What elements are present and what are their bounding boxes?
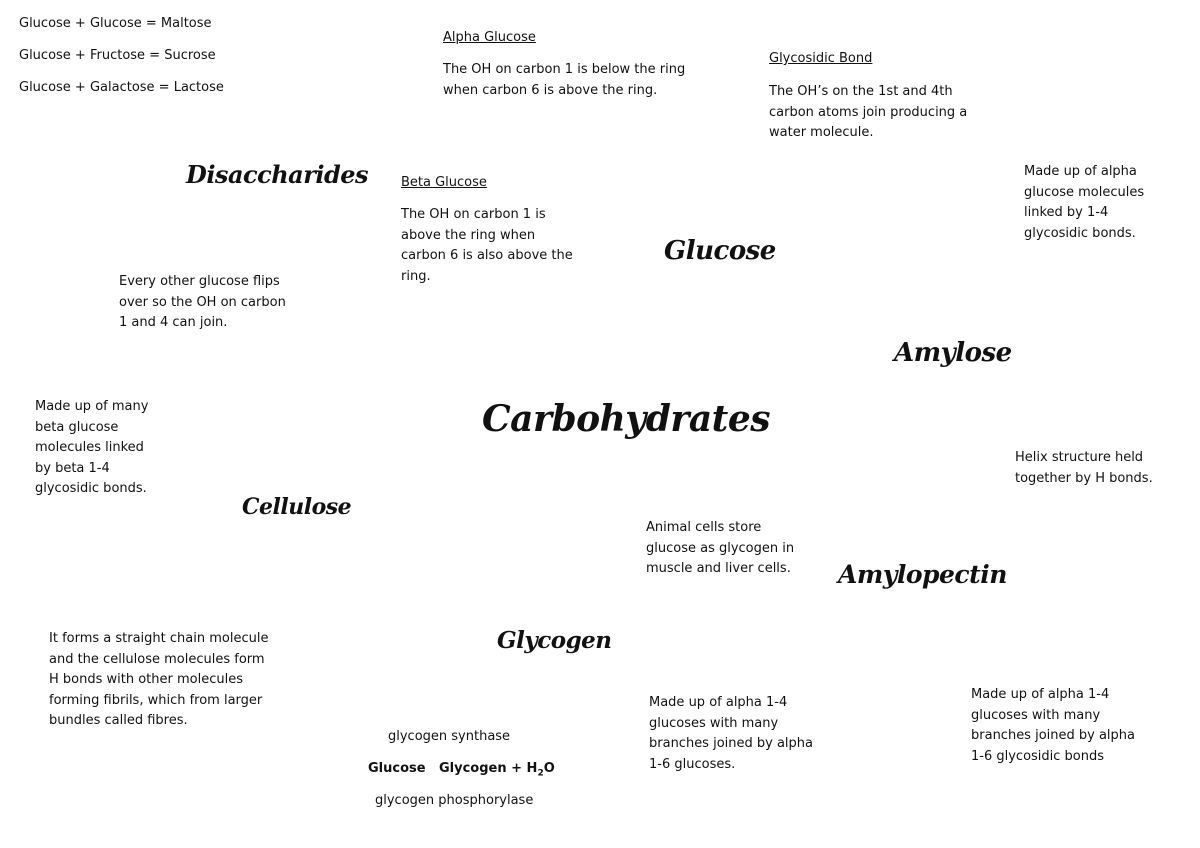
beta-glucose-line: ring.	[401, 268, 431, 284]
amylopectin-line: Made up of alpha 1-4	[971, 687, 1110, 702]
heading-carbohydrates: Carbohydrates	[482, 398, 770, 440]
cellulose-structure-line: It forms a straight chain molecule	[49, 631, 269, 646]
glycogen-desc-line: Made up of alpha 1-4	[649, 695, 788, 710]
amylopectin-description	[971, 685, 1135, 767]
reaction-subscript: 2	[537, 768, 544, 779]
heading-amylose: Amylose	[894, 338, 1012, 368]
amylopectin-line: 1-6 glycosidic bonds	[971, 748, 1105, 764]
cellulose-line: molecules linked	[35, 440, 144, 455]
glycogen-description	[649, 693, 813, 775]
cellulose-line: by beta 1-4	[35, 460, 110, 476]
alpha-glucose-title: Alpha Glucose	[443, 30, 536, 45]
glycosidic-bond-text	[769, 82, 967, 144]
cellulose-structure-line: bundles called fibres.	[49, 713, 188, 728]
heading-glucose: Glucose	[664, 236, 776, 266]
cellulose-structure-line: and the cellulose molecules form	[49, 651, 265, 667]
disaccharide-note-line: over so the OH on carbon	[119, 294, 286, 310]
alpha-glucose-text	[443, 60, 685, 101]
glycogen-storage-line: muscle and liver cells.	[646, 561, 791, 576]
amylopectin-line: branches joined by alpha	[971, 728, 1136, 743]
glycosidic-bond-line: water molecule.	[769, 125, 874, 140]
heading-disaccharides: Disaccharides	[186, 160, 369, 189]
alpha-glucose-line: when carbon 6 is above the ring.	[443, 82, 658, 98]
reaction-synthase-label: glycogen synthase	[388, 729, 511, 744]
beta-glucose-title: Beta Glucose	[401, 175, 487, 190]
glycosidic-bond-title: Glycosidic Bond	[769, 51, 873, 66]
cellulose-structure-line: H bonds with other molecules	[49, 672, 243, 687]
heading-amylopectin: Amylopectin	[838, 560, 1007, 589]
reaction-phosphorylase-label: glycogen phosphorylase	[375, 793, 534, 808]
glycogen-desc-line: glucoses with many	[649, 715, 779, 731]
glycogen-desc-line: 1-6 glucoses.	[649, 756, 736, 772]
disaccharide-note-line: 1 and 4 can join.	[119, 315, 228, 330]
cellulose-structure-note	[49, 629, 268, 732]
glycogen-storage-line: glucose as glycogen in	[646, 540, 795, 556]
beta-glucose-text	[401, 205, 573, 287]
helix-note-line: together by H bonds.	[1015, 470, 1153, 486]
heading-glycogen: Glycogen	[497, 627, 612, 654]
cellulose-description	[35, 397, 148, 500]
cellulose-line: beta glucose	[35, 419, 119, 435]
glycogen-storage-line: Animal cells store	[646, 520, 762, 535]
cellulose-line: glycosidic bonds.	[35, 481, 147, 496]
glycogen-storage-note	[646, 518, 794, 580]
equation-maltose: Glucose + Glucose = Maltose	[19, 16, 212, 31]
heading-cellulose: Cellulose	[242, 494, 352, 520]
amylose-line: Made up of alpha	[1024, 164, 1137, 179]
beta-glucose-line: carbon 6 is also above the	[401, 248, 573, 263]
helix-note-line: Helix structure held	[1015, 450, 1144, 465]
equation-lactose: Glucose + Galactose = Lactose	[19, 80, 224, 95]
beta-glucose-line: The OH on carbon 1 is	[401, 207, 546, 222]
amylopectin-line: glucoses with many	[971, 707, 1101, 723]
glycosidic-bond-line: The OH’s on the 1st and 4th	[769, 84, 953, 99]
reaction-product: Glycogen + H	[439, 761, 538, 776]
cellulose-structure-line: forming fibrils, which from larger	[49, 692, 263, 708]
amylose-line: linked by 1-4	[1024, 205, 1109, 220]
reaction-product-end: O	[543, 761, 555, 776]
amylose-line: glucose molecules	[1024, 184, 1145, 200]
alpha-glucose-line: The OH on carbon 1 is below the ring	[443, 62, 686, 77]
glycosidic-bond-line: carbon atoms join producing a	[769, 104, 968, 120]
reaction-glucose: Glucose	[368, 761, 426, 776]
equation-sucrose: Glucose + Fructose = Sucrose	[19, 48, 216, 63]
amylose-description	[1024, 162, 1144, 244]
reaction-glycogen-water	[439, 759, 555, 780]
disaccharide-note-line: Every other glucose flips	[119, 274, 280, 289]
glycogen-desc-line: branches joined by alpha	[649, 736, 814, 751]
disaccharide-note	[119, 272, 286, 334]
amylose-line: glycosidic bonds.	[1024, 225, 1136, 241]
helix-note	[1015, 448, 1153, 489]
beta-glucose-line: above the ring when	[401, 227, 536, 243]
cellulose-line: Made up of many	[35, 399, 149, 414]
